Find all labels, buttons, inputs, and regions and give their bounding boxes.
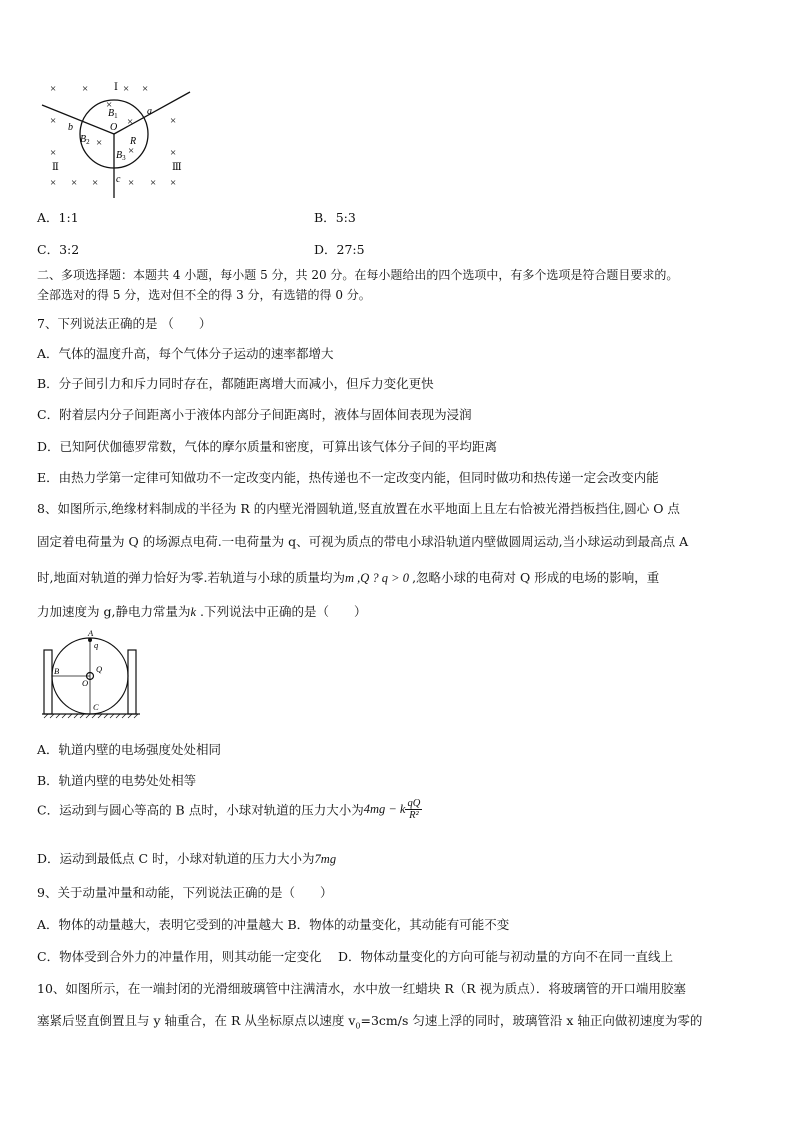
cross-mark: × — [128, 145, 135, 157]
q8-option-b: B．轨道内壁的电势处处相等 — [37, 773, 197, 788]
region-II-label: Ⅱ — [52, 162, 59, 173]
q7-option-e: E．由热力学第一定律可知做功不一定改变内能，热传递也不一定改变内能，但同时做功和热传递一定会改变内能 — [37, 470, 659, 485]
q10-stem-line1: 10、如图所示，在一端封闭的光滑细玻璃管中注满清水，水中放一红蜡块 R（R 视为质点）．将玻璃管的开口端用胶塞 — [37, 981, 686, 996]
cross-mark: × — [96, 137, 103, 149]
q7-option-b: B．分子间引力和斥力同时存在，都随距离增大而减小，但斥力变化更快 — [37, 376, 434, 391]
cross-mark: × — [170, 147, 177, 159]
field-B2-label: $B_2$ — [80, 134, 90, 146]
cross-mark: × — [50, 83, 57, 95]
cross-mark: × — [82, 83, 89, 95]
cross-mark: × — [170, 177, 177, 189]
cross-mark: × — [71, 177, 78, 189]
q8-stem-line4: 力加速度为 g,静电力常量为k .下列说法中正确的是（ ） — [37, 604, 367, 619]
circular-track-figure — [40, 628, 150, 722]
option-a: A．1:1 — [37, 210, 79, 225]
cross-mark: × — [142, 83, 149, 95]
fraction-qQ-over-R2: $\frac{qQ}{\text{R²}}$ — [407, 798, 421, 822]
cross-mark: × — [128, 177, 135, 189]
point-C-label: C — [93, 702, 99, 712]
q7-stem: 7、下列说法正确的是 （ ） — [37, 316, 212, 331]
q9-options-cd: C．物体受到合外力的冲量作用，则其动能一定变化 D．物体动量变化的方向可能与初动量的方向不在同一直线上 — [37, 949, 674, 964]
center-O-label: O — [110, 122, 118, 133]
q8-stem-line2: 固定着电荷量为 Q 的场源点电荷.一电荷量为 q、可视为质点的带电小球沿轨道内壁做圆周运动,当小球运动到最高点 A — [37, 534, 689, 549]
q10-stem-line2: 塞紧后竖直倒置且与 y 轴重合，在 R 从坐标原点以速度 $v_0=3cm/s$ 匀速上浮的同时，玻璃管沿 x 轴正向做初速度为零的 — [37, 1013, 703, 1031]
q8-stem-line3: 时,地面对轨道的弹力恰好为零.若轨道与小球的质量均为m ,Q ? q > 0 ,忽略小球的电荷对 Q 形成的电场的影响，重 — [37, 570, 660, 585]
field-B3-label: $B_3$ — [116, 150, 126, 162]
ball-marker — [88, 638, 92, 642]
option-b: B．5:3 — [314, 210, 356, 225]
q7-option-d: D．已知阿伏伽德罗常数，气体的摩尔质量和密度，可算出该气体分子间的平均距离 — [37, 439, 498, 454]
region-I-label: Ⅰ — [114, 82, 118, 93]
point-a-label: a — [147, 106, 152, 117]
q8-option-a: A．轨道内壁的电场强度处处相同 — [37, 742, 222, 757]
point-b-label: b — [68, 122, 73, 133]
cross-mark: × — [170, 115, 177, 127]
charge-q-label: q — [94, 640, 99, 650]
q9-options-ab: A．物体的动量越大，表明它受到的冲量越大 B．物体的动量变化，其动能有可能不变 — [37, 917, 510, 932]
section-heading-line1: 二、多项选择题：本题共 4 小题，每小题 5 分，共 20 分。在每小题给出的四个选项中，有多个选项是符合题目要求的。 — [37, 268, 679, 282]
option-d: D．27:5 — [314, 242, 365, 257]
q7-option-a: A．气体的温度升高，每个气体分子运动的速率都增大 — [37, 346, 334, 361]
cross-mark: × — [150, 177, 157, 189]
cross-mark: × — [123, 83, 130, 95]
cross-mark: × — [50, 177, 57, 189]
q9-stem: 9、关于动量冲量和动能，下列说法正确的是（ ） — [37, 885, 333, 900]
section-heading-line2: 全部选对的得 5 分，选对但不全的得 3 分，有选错的得 0 分。 — [37, 288, 371, 302]
cross-mark: × — [50, 115, 57, 127]
point-c-label: c — [116, 174, 121, 185]
cross-mark: × — [127, 116, 134, 128]
q7-option-c: C．附着层内分子间距离小于液体内部分子间距离时，液体与固体间表现为浸润 — [37, 407, 472, 422]
cross-mark: × — [106, 99, 113, 111]
point-A-label: A — [88, 628, 94, 638]
field-B1-label: $B_1$ — [108, 108, 118, 120]
charge-Q-label: Q — [96, 664, 103, 674]
region-III-label: Ⅲ — [172, 162, 182, 173]
option-c: C．3:2 — [37, 242, 80, 257]
cross-mark: × — [50, 147, 57, 159]
center-O-label: O — [82, 678, 89, 688]
cross-mark: × — [92, 177, 99, 189]
q8-option-c: C．运动到与圆心等高的 B 点时，小球对轨道的压力大小为4mg − k $\frac{qQ}{\text{R²}}$ — [37, 798, 421, 822]
magnetic-field-figure — [30, 78, 200, 200]
point-B-label: B — [54, 666, 60, 676]
radius-R-label: R — [130, 136, 137, 147]
q8-stem-line1: 8、如图所示,绝缘材料制成的半径为 R 的内壁光滑圆轨道,竖直放置在水平地面上且左右恰被光滑挡板挡住,圆心 O 点 — [37, 501, 680, 516]
q8-option-d: D．运动到最低点 C 时，小球对轨道的压力大小为7mg — [37, 851, 337, 866]
